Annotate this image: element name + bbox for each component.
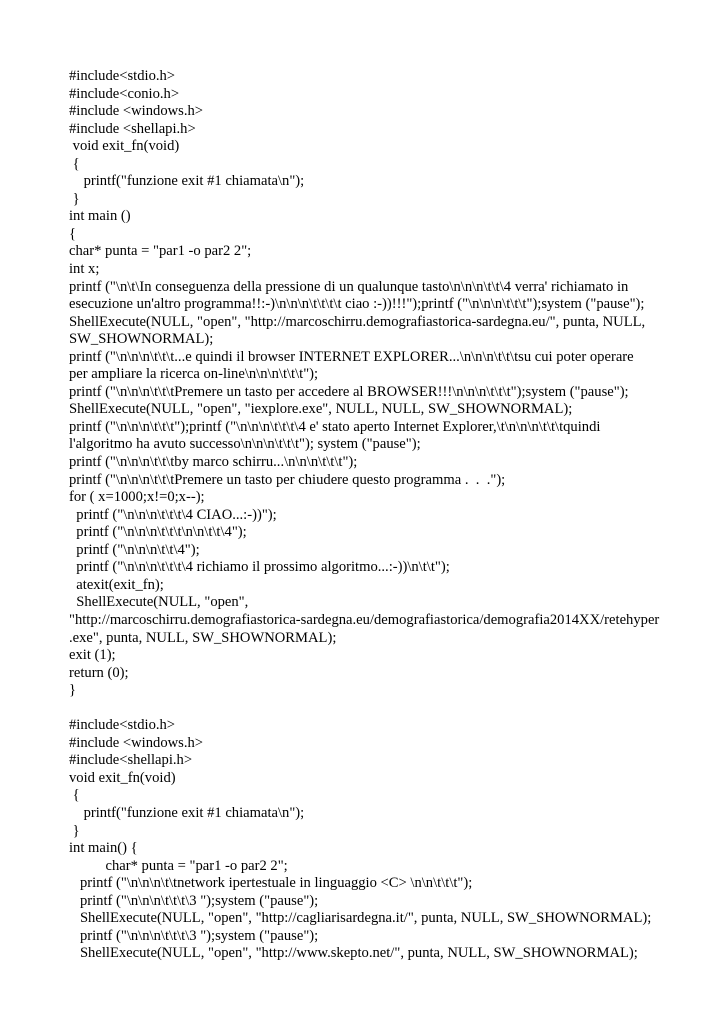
code-line: printf ("\n\n\n\t\t\t");printf ("\n\n\n\t\t\t\4 e' stato aperto Internet Explorer,\t\n\n\n\t\t\tquindi: [69, 418, 601, 435]
code-line: printf ("\n\n\n\t\t\tPremere un tasto per accedere al BROWSER!!!\n\n\n\t\t\t");system ("pause");: [69, 383, 629, 400]
code-line: {: [69, 787, 80, 804]
code-line: #include<conio.h>: [69, 85, 180, 102]
code-line: ShellExecute(NULL, "open", "http://marcoschirru.demografiastorica-sardegna.eu/", punta, NULL,: [69, 313, 646, 330]
code-line: l'algoritmo ha avuto successo\n\n\n\t\t\t"); system ("pause");: [69, 436, 421, 453]
code-line: printf("funzione exit #1 chiamata\n");: [69, 804, 305, 821]
code-line: #include<shellapi.h>: [69, 752, 193, 769]
source-code-text: [69, 68, 669, 963]
code-line: void exit_fn(void): [69, 769, 176, 786]
code-line: return (0);: [69, 664, 129, 681]
code-line: printf ("\n\n\n\t\t\t\n\n\t\t\4");: [69, 524, 247, 541]
code-line: printf ("\n\n\n\t\t\tPremere un tasto per chiudere questo programma . . .");: [69, 471, 506, 488]
code-line: per ampliare la ricerca on-line\n\n\n\t\t\t");: [69, 366, 319, 383]
code-line: printf ("\n\n\n\t\t\t\4 richiamo il prossimo algoritmo...:-))\n\t\t");: [69, 559, 450, 576]
code-line: printf ("\n\n\n\t\t\t\3 ");system ("pause");: [69, 927, 319, 944]
code-line: ShellExecute(NULL, "open", "http://www.skepto.net/", punta, NULL, SW_SHOWNORMAL);: [69, 945, 638, 962]
code-line: printf ("\n\n\n\t\t\t...e quindi il browser INTERNET EXPLORER...\n\n\n\t\t\tsu cui poter operare: [69, 348, 634, 365]
code-line: #include<stdio.h>: [69, 68, 176, 84]
code-line: for ( x=1000;x!=0;x--);: [69, 489, 205, 506]
code-line: {: [69, 225, 77, 242]
code-line: #include <shellapi.h>: [69, 120, 196, 137]
code-line: printf ("\n\t\In conseguenza della pressione di un qualunque tasto\n\n\n\t\t\4 verra' richiamato in: [69, 278, 629, 295]
code-line: {: [69, 155, 80, 172]
code-line: void exit_fn(void): [69, 138, 180, 155]
code-line: esecuzione un'altro programma!!:-)\n\n\n\t\t\t\t ciao :-))!!!");printf ("\n\n\n\t\t\t");system ("pause");: [69, 296, 645, 313]
code-line: [69, 700, 669, 718]
code-line: .exe", punta, NULL, SW_SHOWNORMAL);: [69, 629, 337, 646]
code-line: "http://marcoschirru.demografiastorica-sardegna.eu/demografiastorica/demografia2014XX/retehyper: [69, 611, 660, 628]
code-line: printf ("\n\n\n\t\tnetwork ipertestuale in linguaggio <C> \n\n\t\t\t");: [69, 875, 473, 892]
code-line: exit (1);: [69, 647, 116, 664]
code-line: ShellExecute(NULL, "open",: [69, 594, 249, 611]
code-line: }: [69, 822, 80, 839]
code-line: printf ("\n\n\n\t\t\tby marco schirru...\n\n\n\t\t\t");: [69, 454, 358, 471]
code-line: printf ("\n\n\n\t\t\t\4 CIAO...:-))");: [69, 506, 277, 523]
code-line: }: [69, 190, 80, 207]
code-line: int main (): [69, 208, 131, 225]
code-line: int main() {: [69, 840, 138, 857]
code-line: ShellExecute(NULL, "open", "iexplore.exe", NULL, NULL, SW_SHOWNORMAL);: [69, 401, 573, 418]
code-line: int x;: [69, 261, 100, 278]
code-line: char* punta = "par1 -o par2 2";: [69, 857, 288, 874]
code-line: #include<stdio.h>: [69, 717, 176, 734]
code-line: #include <windows.h>: [69, 734, 204, 751]
code-line: printf ("\n\n\n\t\t\t\3 ");system ("pause");: [69, 892, 319, 909]
code-line: SW_SHOWNORMAL);: [69, 331, 214, 348]
code-line: #include <windows.h>: [69, 103, 204, 120]
code-line: printf ("\n\n\n\t\t\4");: [69, 541, 200, 558]
code-line: }: [69, 682, 77, 699]
code-line: printf("funzione exit #1 chiamata\n");: [69, 173, 305, 190]
code-line: atexit(exit_fn);: [69, 576, 164, 593]
code-line: ShellExecute(NULL, "open", "http://cagliarisardegna.it/", punta, NULL, SW_SHOWNORMAL);: [69, 910, 652, 927]
code-line: char* punta = "par1 -o par2 2";: [69, 243, 252, 260]
